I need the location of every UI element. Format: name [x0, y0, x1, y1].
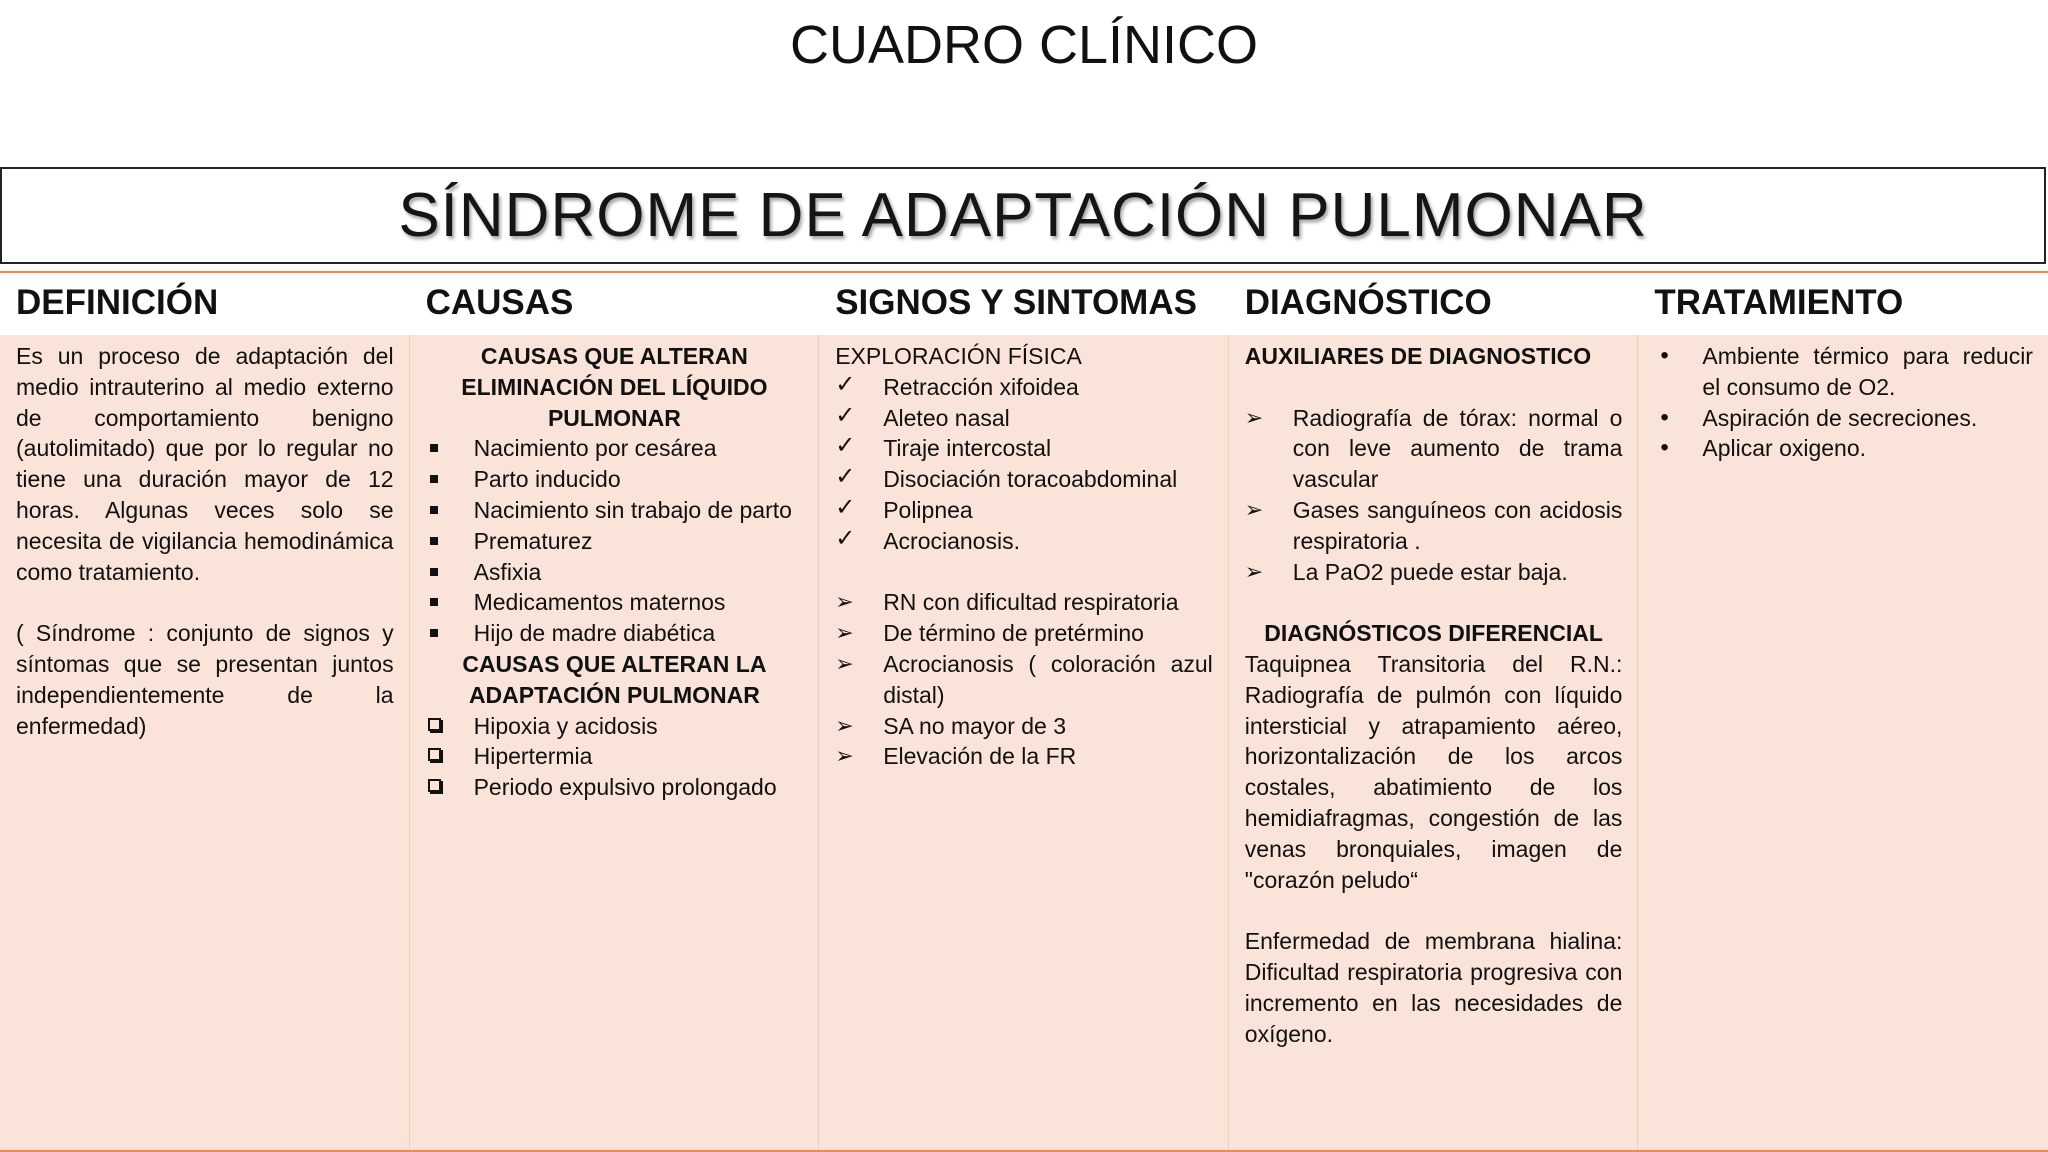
square-bullet-icon [430, 444, 438, 452]
table-header-row [0, 271, 2048, 337]
causas-heading-1: CAUSAS QUE ALTERAN ELIMINACIÓN DEL LÍQUIDO PULMONAR [461, 343, 768, 431]
signos-heading: EXPLORACIÓN FÍSICA [835, 343, 1082, 369]
checkbox-bullet-icon [428, 748, 441, 761]
list-item: ✓ Retracción xifoidea [835, 370, 1079, 400]
dot-bullet-icon: • [1660, 434, 1669, 462]
checkmark-icon: ✓ [835, 463, 856, 491]
diagnostico-heading-2: DIAGNÓSTICOS DIFERENCIAL [1264, 620, 1603, 647]
list-item: Nacimiento por cesárea [426, 433, 804, 464]
definicion-paragraph: Es un proceso de adaptación del medio intrauterino al medio externo de comportamiento benigno (autolimitado) que por lo regular no tiene una duración mayor de 12 horas. Algunas veces solo se necesita de vigilancia hemodinámica como tratamiento. [16, 343, 394, 585]
arrow-bullet-icon: ➢ [835, 650, 854, 676]
differential-ttrn: Taquipnea Transitoria del R.N.: Radiografía de pulmón con líquido intersticial y atrapamiento aéreo, horizontalización de los arcos costales, abatimiento de los hemidiafragmas, congestión de las venas bronquiales, imagen de "corazón peludo“ [1244, 650, 1623, 893]
list-item: ➢ De término de pretérmino [835, 618, 1213, 649]
list-item: Nacimiento sin trabajo de parto [426, 495, 804, 526]
causas-heading-2: CAUSAS QUE ALTERAN LA ADAPTACIÓN PULMONAR [462, 650, 767, 708]
dot-bullet-icon: • [1660, 342, 1669, 369]
signos-check-list [835, 372, 1213, 557]
square-bullet-icon [430, 537, 438, 545]
col-definicion [0, 335, 410, 1150]
arrow-bullet-icon: ➢ [1244, 558, 1264, 584]
checkmark-icon: ✓ [835, 432, 856, 460]
checkmark-icon: ✓ [835, 401, 856, 429]
col-signos [819, 335, 1229, 1150]
arrow-bullet-icon: ➢ [835, 712, 854, 738]
causas-list-1 [426, 433, 804, 649]
page-title: CUADRO CLÍNICO [789, 15, 1259, 75]
square-bullet-icon [430, 506, 438, 514]
arrow-bullet-icon: ➢ [1244, 496, 1264, 522]
syndrome-banner [0, 167, 2046, 264]
list-item: ➢ SA no mayor de 3 [835, 711, 1213, 742]
arrow-bullet-icon: ➢ [835, 743, 854, 769]
header-causas: CAUSAS [425, 283, 574, 322]
list-item: • Aspiración de secreciones. [1654, 403, 2033, 434]
square-bullet-icon [430, 598, 438, 606]
list-item: ➢ Elevación de la FR [835, 741, 1213, 772]
square-bullet-icon [430, 475, 438, 483]
causas-list-2 [426, 711, 804, 803]
arrow-bullet-icon: ➢ [1244, 404, 1264, 430]
list-item: ✓ Tiraje intercostal [835, 432, 1052, 462]
list-item: ➢ Gases sanguíneos con acidosis respiratoria . [1244, 496, 1623, 554]
clinical-table [0, 271, 2048, 1152]
list-item: Medicamentos maternos [426, 587, 804, 618]
checkmark-icon: ✓ [835, 370, 856, 398]
list-item: • Aplicar oxigeno. [1654, 433, 2033, 464]
checkmark-icon: ✓ [835, 524, 856, 552]
list-item: Hipertermia [426, 741, 804, 772]
dot-bullet-icon: • [1660, 403, 1669, 431]
differential-emh: Enfermedad de membrana hialina: Dificultad respiratoria progresiva con incremento en las necesidades de oxígeno. [1244, 928, 1623, 1047]
tratamiento-list [1654, 341, 2033, 464]
list-item: ➢ RN con dificultad respiratoria [835, 587, 1213, 618]
arrow-bullet-icon: ➢ [835, 620, 854, 646]
square-bullet-icon [430, 568, 438, 576]
list-item: • Ambiente térmico para reducir el consumo de O2. [1660, 342, 2033, 400]
list-item: ✓ Aleteo nasal [835, 401, 1010, 431]
list-item: ✓ Acrocianosis. [835, 524, 1020, 554]
list-item: ➢ Acrocianosis ( coloración azul distal) [835, 650, 1213, 708]
list-item: Hipoxia y acidosis [426, 711, 804, 742]
diagnostico-heading-1: AUXILIARES DE DIAGNOSTICO [1244, 343, 1592, 369]
checkmark-icon: ✓ [835, 493, 856, 521]
col-causas [410, 335, 820, 1150]
col-diagnostico [1229, 335, 1639, 1150]
checkbox-bullet-icon [428, 779, 441, 792]
diagnostico-arrow-list [1245, 403, 1623, 588]
square-bullet-icon [430, 629, 438, 637]
arrow-bullet-icon: ➢ [835, 589, 854, 615]
list-item: Prematurez [426, 526, 804, 557]
sindrome-note: ( Síndrome : conjunto de signos y síntomas que se presentan juntos independientemente de la enfermedad) [16, 620, 394, 739]
header-definicion: DEFINICIÓN [16, 283, 219, 322]
signos-arrow-list [835, 587, 1213, 772]
header-tratamiento: TRATAMIENTO [1654, 283, 1904, 322]
header-signos: SIGNOS Y SINTOMAS [835, 283, 1197, 322]
list-item: ➢ Radiografía de tórax: normal o con leve aumento de trama vascular [1244, 404, 1623, 493]
list-item: Periodo expulsivo prolongado [426, 772, 804, 803]
checkbox-bullet-icon [428, 718, 441, 731]
list-item: ➢ La PaO2 puede estar baja. [1245, 557, 1623, 588]
list-item: ✓ Polipnea [835, 493, 973, 523]
list-item: Parto inducido [426, 464, 804, 495]
col-tratamiento [1638, 335, 2048, 1150]
list-item: Hijo de madre diabética [426, 618, 804, 649]
table-body-row [0, 335, 2048, 1152]
banner-title: SÍNDROME DE ADAPTACIÓN PULMONAR [398, 181, 1648, 250]
list-item: ✓ Disociación toracoabdominal [835, 463, 1178, 493]
header-diagnostico: DIAGNÓSTICO [1244, 283, 1492, 322]
list-item: Asfixia [426, 557, 804, 588]
